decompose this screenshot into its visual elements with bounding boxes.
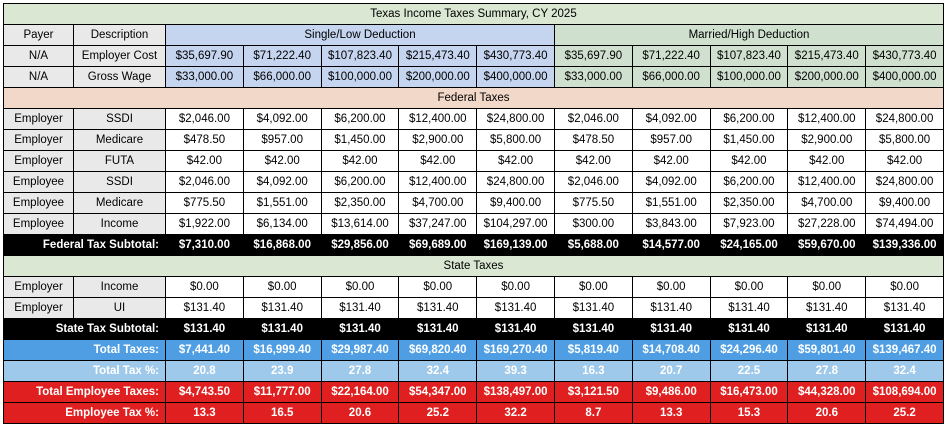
cell-single-2: 16.5 bbox=[243, 403, 321, 424]
cell-married-4: $44,328.00 bbox=[788, 382, 866, 403]
cell-payer: Employer bbox=[4, 277, 74, 298]
cell-married-5: $430,773.40 bbox=[866, 46, 944, 67]
cell-single-4: $42.00 bbox=[399, 151, 477, 172]
cell-married-4: $0.00 bbox=[788, 277, 866, 298]
table-row bbox=[4, 67, 944, 88]
cell-single-3: 27.8 bbox=[321, 361, 399, 382]
cell-married-3: $131.40 bbox=[710, 298, 788, 319]
header-row bbox=[4, 25, 944, 46]
cell-payer: Employer bbox=[4, 298, 74, 319]
cell-single-2: $4,092.00 bbox=[243, 109, 321, 130]
cell-married-2: $9,486.00 bbox=[632, 382, 710, 403]
cell-single-3: $2,350.00 bbox=[321, 193, 399, 214]
cell-married-3: 15.3 bbox=[710, 403, 788, 424]
cell-married-3: $24,296.40 bbox=[710, 340, 788, 361]
cell-married-1: $131.40 bbox=[554, 298, 632, 319]
cell-payer: Employee bbox=[4, 193, 74, 214]
cell-married-3: $0.00 bbox=[710, 277, 788, 298]
cell-married-5: $5,800.00 bbox=[866, 130, 944, 151]
cell-married-5: $74,494.00 bbox=[866, 214, 944, 235]
cell-single-2: 23.9 bbox=[243, 361, 321, 382]
cell-married-1: $300.00 bbox=[554, 214, 632, 235]
cell-single-5: $104,297.00 bbox=[477, 214, 555, 235]
cell-single-3: $29,856.00 bbox=[321, 235, 399, 256]
cell-married-5: $139,467.40 bbox=[866, 340, 944, 361]
cell-single-3: $42.00 bbox=[321, 151, 399, 172]
cell-married-3: $1,450.00 bbox=[710, 130, 788, 151]
cell-description: Medicare bbox=[74, 193, 166, 214]
cell-married-5: $108,694.00 bbox=[866, 382, 944, 403]
cell-single-4: $37,247.00 bbox=[399, 214, 477, 235]
tax-summary-table bbox=[3, 3, 944, 424]
cell-married-2: $3,843.00 bbox=[632, 214, 710, 235]
cell-single-1: 20.8 bbox=[166, 361, 244, 382]
cell-payer: Employee bbox=[4, 172, 74, 193]
cell-payer: Employer bbox=[4, 109, 74, 130]
cell-married-2: $0.00 bbox=[632, 277, 710, 298]
cell-married-2: $1,551.00 bbox=[632, 193, 710, 214]
band-label-federal: Federal Taxes bbox=[4, 88, 944, 109]
table-row bbox=[4, 298, 944, 319]
column-header-description: Description bbox=[74, 25, 166, 46]
cell-single-1: $1,922.00 bbox=[166, 214, 244, 235]
group-header-single: Single/Low Deduction bbox=[166, 25, 555, 46]
cell-married-4: $215,473.40 bbox=[788, 46, 866, 67]
cell-single-5: $42.00 bbox=[477, 151, 555, 172]
cell-married-4: 20.6 bbox=[788, 403, 866, 424]
cell-married-1: $35,697.90 bbox=[554, 46, 632, 67]
cell-married-2: $14,577.00 bbox=[632, 235, 710, 256]
cell-description: Income bbox=[74, 214, 166, 235]
cell-single-2: $1,551.00 bbox=[243, 193, 321, 214]
cell-married-5: $131.40 bbox=[866, 319, 944, 340]
cell-married-3: 22.5 bbox=[710, 361, 788, 382]
cell-single-5: $430,773.40 bbox=[477, 46, 555, 67]
row-label: Employee Tax %: bbox=[4, 403, 166, 424]
cell-description: Income bbox=[74, 277, 166, 298]
cell-married-1: $5,819.40 bbox=[554, 340, 632, 361]
cell-married-1: $2,046.00 bbox=[554, 172, 632, 193]
title-row bbox=[4, 4, 944, 25]
table-row bbox=[4, 403, 944, 424]
cell-married-1: $0.00 bbox=[554, 277, 632, 298]
cell-married-3: $6,200.00 bbox=[710, 172, 788, 193]
cell-single-1: 13.3 bbox=[166, 403, 244, 424]
cell-single-5: 39.3 bbox=[477, 361, 555, 382]
band-label-state: State Taxes bbox=[4, 256, 944, 277]
cell-single-2: $6,134.00 bbox=[243, 214, 321, 235]
cell-married-1: $775.50 bbox=[554, 193, 632, 214]
cell-single-4: 32.4 bbox=[399, 361, 477, 382]
cell-single-4: $4,700.00 bbox=[399, 193, 477, 214]
cell-single-4: $215,473.40 bbox=[399, 46, 477, 67]
cell-married-2: $131.40 bbox=[632, 319, 710, 340]
cell-single-4: $200,000.00 bbox=[399, 67, 477, 88]
column-header-payer: Payer bbox=[4, 25, 74, 46]
cell-married-3: $6,200.00 bbox=[710, 109, 788, 130]
cell-description: Medicare bbox=[74, 130, 166, 151]
cell-single-1: $478.50 bbox=[166, 130, 244, 151]
table-row bbox=[4, 193, 944, 214]
cell-single-1: $42.00 bbox=[166, 151, 244, 172]
cell-married-1: $478.50 bbox=[554, 130, 632, 151]
cell-single-3: $6,200.00 bbox=[321, 109, 399, 130]
table-row bbox=[4, 319, 944, 340]
cell-single-3: $0.00 bbox=[321, 277, 399, 298]
cell-married-2: $42.00 bbox=[632, 151, 710, 172]
row-label: Federal Tax Subtotal: bbox=[4, 235, 166, 256]
cell-married-2: $4,092.00 bbox=[632, 172, 710, 193]
cell-married-3: $16,473.00 bbox=[710, 382, 788, 403]
table-row bbox=[4, 214, 944, 235]
cell-single-4: $0.00 bbox=[399, 277, 477, 298]
cell-description: Employer Cost bbox=[74, 46, 166, 67]
cell-married-1: 16.3 bbox=[554, 361, 632, 382]
cell-married-2: $957.00 bbox=[632, 130, 710, 151]
cell-married-2: 20.7 bbox=[632, 361, 710, 382]
cell-single-4: $69,689.00 bbox=[399, 235, 477, 256]
cell-single-1: $775.50 bbox=[166, 193, 244, 214]
row-label: Total Employee Taxes: bbox=[4, 382, 166, 403]
cell-single-4: $2,900.00 bbox=[399, 130, 477, 151]
cell-single-4: $69,820.40 bbox=[399, 340, 477, 361]
cell-single-1: $131.40 bbox=[166, 319, 244, 340]
band-row-federal bbox=[4, 88, 944, 109]
row-label: State Tax Subtotal: bbox=[4, 319, 166, 340]
cell-single-5: $24,800.00 bbox=[477, 109, 555, 130]
cell-single-3: $13,614.00 bbox=[321, 214, 399, 235]
cell-description: Gross Wage bbox=[74, 67, 166, 88]
cell-single-2: $71,222.40 bbox=[243, 46, 321, 67]
cell-married-3: $7,923.00 bbox=[710, 214, 788, 235]
cell-married-4: $12,400.00 bbox=[788, 172, 866, 193]
cell-single-3: $107,823.40 bbox=[321, 46, 399, 67]
cell-married-4: $42.00 bbox=[788, 151, 866, 172]
table-row bbox=[4, 172, 944, 193]
cell-single-3: $131.40 bbox=[321, 319, 399, 340]
cell-single-4: $12,400.00 bbox=[399, 109, 477, 130]
cell-single-5: $169,139.00 bbox=[477, 235, 555, 256]
cell-payer: N/A bbox=[4, 46, 74, 67]
cell-single-5: $131.40 bbox=[477, 319, 555, 340]
cell-married-5: $42.00 bbox=[866, 151, 944, 172]
cell-single-2: $16,868.00 bbox=[243, 235, 321, 256]
cell-married-2: $66,000.00 bbox=[632, 67, 710, 88]
cell-single-2: $42.00 bbox=[243, 151, 321, 172]
cell-married-5: $400,000.00 bbox=[866, 67, 944, 88]
cell-single-5: $400,000.00 bbox=[477, 67, 555, 88]
cell-married-2: $4,092.00 bbox=[632, 109, 710, 130]
table-row bbox=[4, 361, 944, 382]
cell-married-4: $131.40 bbox=[788, 319, 866, 340]
table-row bbox=[4, 235, 944, 256]
cell-married-5: $0.00 bbox=[866, 277, 944, 298]
cell-single-3: $100,000.00 bbox=[321, 67, 399, 88]
cell-payer: Employee bbox=[4, 214, 74, 235]
cell-married-1: 8.7 bbox=[554, 403, 632, 424]
cell-married-3: $42.00 bbox=[710, 151, 788, 172]
cell-description: FUTA bbox=[74, 151, 166, 172]
table-row bbox=[4, 130, 944, 151]
cell-married-5: 25.2 bbox=[866, 403, 944, 424]
cell-married-5: $131.40 bbox=[866, 298, 944, 319]
cell-single-5: $5,800.00 bbox=[477, 130, 555, 151]
cell-single-5: $131.40 bbox=[477, 298, 555, 319]
cell-married-3: $100,000.00 bbox=[710, 67, 788, 88]
cell-married-4: $2,900.00 bbox=[788, 130, 866, 151]
cell-married-1: $5,688.00 bbox=[554, 235, 632, 256]
cell-single-1: $2,046.00 bbox=[166, 109, 244, 130]
band-row-state bbox=[4, 256, 944, 277]
cell-single-4: $54,347.00 bbox=[399, 382, 477, 403]
cell-single-2: $0.00 bbox=[243, 277, 321, 298]
cell-single-3: $29,987.40 bbox=[321, 340, 399, 361]
cell-single-5: $0.00 bbox=[477, 277, 555, 298]
cell-single-3: 20.6 bbox=[321, 403, 399, 424]
cell-married-1: $33,000.00 bbox=[554, 67, 632, 88]
cell-married-2: $71,222.40 bbox=[632, 46, 710, 67]
row-label: Total Tax %: bbox=[4, 361, 166, 382]
table-row bbox=[4, 277, 944, 298]
cell-married-1: $131.40 bbox=[554, 319, 632, 340]
cell-married-4: $59,801.40 bbox=[788, 340, 866, 361]
cell-single-1: $7,310.00 bbox=[166, 235, 244, 256]
cell-single-1: $2,046.00 bbox=[166, 172, 244, 193]
cell-single-2: $66,000.00 bbox=[243, 67, 321, 88]
cell-married-3: $2,350.00 bbox=[710, 193, 788, 214]
cell-single-1: $131.40 bbox=[166, 298, 244, 319]
cell-description: SSDI bbox=[74, 172, 166, 193]
cell-married-4: $200,000.00 bbox=[788, 67, 866, 88]
cell-married-5: $139,336.00 bbox=[866, 235, 944, 256]
cell-single-1: $33,000.00 bbox=[166, 67, 244, 88]
table-body bbox=[4, 4, 944, 424]
cell-single-2: $131.40 bbox=[243, 319, 321, 340]
cell-married-1: $3,121.50 bbox=[554, 382, 632, 403]
cell-married-3: $131.40 bbox=[710, 319, 788, 340]
cell-married-4: $27,228.00 bbox=[788, 214, 866, 235]
cell-single-2: $131.40 bbox=[243, 298, 321, 319]
cell-single-1: $35,697.90 bbox=[166, 46, 244, 67]
cell-single-5: 32.2 bbox=[477, 403, 555, 424]
page-title: Texas Income Taxes Summary, CY 2025 bbox=[4, 4, 944, 25]
cell-married-4: $59,670.00 bbox=[788, 235, 866, 256]
cell-married-4: 27.8 bbox=[788, 361, 866, 382]
cell-single-3: $131.40 bbox=[321, 298, 399, 319]
cell-married-4: $4,700.00 bbox=[788, 193, 866, 214]
cell-single-1: $4,743.50 bbox=[166, 382, 244, 403]
cell-married-3: $107,823.40 bbox=[710, 46, 788, 67]
cell-single-2: $11,777.00 bbox=[243, 382, 321, 403]
cell-single-4: $12,400.00 bbox=[399, 172, 477, 193]
cell-single-2: $16,999.40 bbox=[243, 340, 321, 361]
cell-single-2: $957.00 bbox=[243, 130, 321, 151]
cell-single-1: $7,441.40 bbox=[166, 340, 244, 361]
cell-single-2: $4,092.00 bbox=[243, 172, 321, 193]
cell-payer: Employer bbox=[4, 151, 74, 172]
row-label: Total Taxes: bbox=[4, 340, 166, 361]
cell-single-1: $0.00 bbox=[166, 277, 244, 298]
cell-married-2: $14,708.40 bbox=[632, 340, 710, 361]
group-header-married: Married/High Deduction bbox=[554, 25, 943, 46]
cell-single-4: $131.40 bbox=[399, 298, 477, 319]
cell-single-5: $138,497.00 bbox=[477, 382, 555, 403]
cell-single-3: $22,164.00 bbox=[321, 382, 399, 403]
cell-married-3: $24,165.00 bbox=[710, 235, 788, 256]
table-row bbox=[4, 109, 944, 130]
cell-payer: N/A bbox=[4, 67, 74, 88]
cell-married-5: $24,800.00 bbox=[866, 109, 944, 130]
cell-single-3: $6,200.00 bbox=[321, 172, 399, 193]
table-row bbox=[4, 340, 944, 361]
cell-married-5: $24,800.00 bbox=[866, 172, 944, 193]
cell-married-1: $42.00 bbox=[554, 151, 632, 172]
cell-description: UI bbox=[74, 298, 166, 319]
cell-single-3: $1,450.00 bbox=[321, 130, 399, 151]
table-row bbox=[4, 382, 944, 403]
cell-single-5: $24,800.00 bbox=[477, 172, 555, 193]
cell-married-5: $9,400.00 bbox=[866, 193, 944, 214]
cell-married-4: $131.40 bbox=[788, 298, 866, 319]
table-row bbox=[4, 46, 944, 67]
cell-single-5: $9,400.00 bbox=[477, 193, 555, 214]
table-row bbox=[4, 151, 944, 172]
cell-married-5: 32.4 bbox=[866, 361, 944, 382]
cell-single-4: 25.2 bbox=[399, 403, 477, 424]
cell-payer: Employer bbox=[4, 130, 74, 151]
cell-single-5: $169,270.40 bbox=[477, 340, 555, 361]
cell-description: SSDI bbox=[74, 109, 166, 130]
cell-married-2: $131.40 bbox=[632, 298, 710, 319]
cell-married-1: $2,046.00 bbox=[554, 109, 632, 130]
cell-married-4: $12,400.00 bbox=[788, 109, 866, 130]
cell-single-4: $131.40 bbox=[399, 319, 477, 340]
cell-married-2: 13.3 bbox=[632, 403, 710, 424]
